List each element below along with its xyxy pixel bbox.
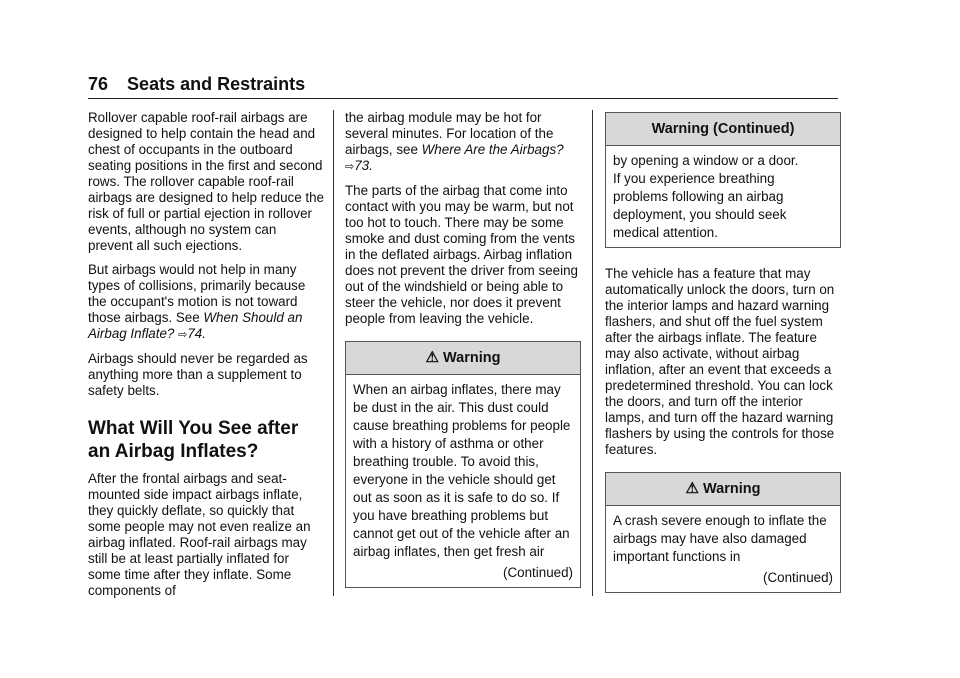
paragraph: The parts of the airbag that come into contact with you may be warm, but not too hot to touch. There may be some smoke and dust coming from the vents in the deflated airbags. Airbag inflation does not prevent the driver from seeing out of the windshield or being able to steer the vehicle, nor does it prevent people from leaving the vehicle. bbox=[345, 183, 578, 326]
page-ref-icon: ⇨ bbox=[178, 329, 188, 341]
warning-title: Warning bbox=[702, 481, 761, 497]
continued-label: (Continued) bbox=[763, 570, 833, 585]
column-2 bbox=[345, 110, 581, 596]
warning-header bbox=[346, 342, 580, 375]
warning-title: Warning bbox=[442, 350, 501, 366]
warning-body bbox=[346, 375, 580, 587]
cross-reference-link[interactable]: When Should an Airbag Inflate? bbox=[88, 310, 303, 341]
paragraph: Rollover capable roof-rail airbags are designed to help contain the head and chest of occupants in the outboard seating positions in the first and second rows. The rollover capable roof-rail airbags are designed to help reduce the risk of full or partial ejection in rollover events, although no system can prevent all such ejections. bbox=[88, 110, 324, 253]
warning-text: If you experience breathing problems following an airbag deployment, you should seek medical attention. bbox=[613, 171, 787, 240]
paragraph-text: But airbags would not help in many types of collisions, primarily because the occupant's motion is not toward those airbags. See bbox=[88, 262, 306, 325]
warning-body bbox=[606, 146, 840, 247]
continued-label: (Continued) bbox=[503, 565, 573, 580]
column-1 bbox=[88, 110, 324, 607]
column-3 bbox=[605, 110, 841, 601]
paragraph-text: the airbag module may be hot for several minutes. For location of the airbags, see bbox=[345, 110, 554, 157]
warning-header: Warning (Continued) bbox=[606, 113, 840, 146]
header-rule bbox=[88, 98, 838, 99]
warning-box bbox=[605, 472, 841, 593]
paragraph bbox=[88, 262, 324, 343]
warning-triangle-icon: ⚠ bbox=[425, 349, 439, 366]
warning-text: by opening a window or a door. bbox=[613, 153, 799, 168]
column-divider bbox=[592, 110, 593, 596]
page-reference[interactable]: 73. bbox=[354, 158, 373, 173]
warning-triangle-icon: ⚠ bbox=[685, 480, 699, 497]
warning-continued-box bbox=[605, 112, 841, 248]
cross-reference-link[interactable]: Where Are the Airbags? bbox=[421, 142, 564, 157]
paragraph: After the frontal airbags and seat-mounted side impact airbags inflate, they quickly deflate, so quickly that some people may not even realize an airbag inflated. Roof-rail airbags may still be at least partially inflated for some time after they inflate. Some components of bbox=[88, 471, 311, 598]
section-title: Seats and Restraints bbox=[127, 74, 306, 94]
warning-header bbox=[606, 473, 840, 506]
page-header bbox=[88, 74, 838, 95]
paragraph: Airbags should never be regarded as anything more than a supplement to safety belts. bbox=[88, 351, 308, 398]
warning-body bbox=[606, 506, 840, 592]
page-ref-icon: ⇨ bbox=[345, 161, 355, 173]
paragraph: The vehicle has a feature that may automatically unlock the doors, turn on the interior lamps and hazard warning flashers, and shut off the fuel system after the airbags inflate. The feature may also activate, without airbag inflation, after an event that exceeds a predetermined threshold. You can lock the doors, and turn off the interior lamps, and turn off the hazard warning flashers by using the controls for those features. bbox=[605, 266, 835, 457]
warning-text: When an airbag inflates, there may be dust in the air. This dust could cause breathing problems for people with a history of asthma or other breathing trouble. To avoid this, everyone in the vehicle should get out as soon as it is safe to do so. If you have breathing problems but cannot get out of the vehicle after an airbag inflates, then get fresh air bbox=[353, 382, 571, 559]
page-reference[interactable]: 74. bbox=[187, 326, 206, 341]
paragraph bbox=[345, 110, 581, 175]
column-divider bbox=[333, 110, 334, 596]
warning-box bbox=[345, 341, 581, 588]
warning-text: A crash severe enough to inflate the airbags may have also damaged important functions in bbox=[613, 513, 827, 564]
section-heading: What Will You See after an Airbag Inflates? bbox=[88, 418, 299, 462]
page-number: 76 bbox=[88, 74, 109, 94]
